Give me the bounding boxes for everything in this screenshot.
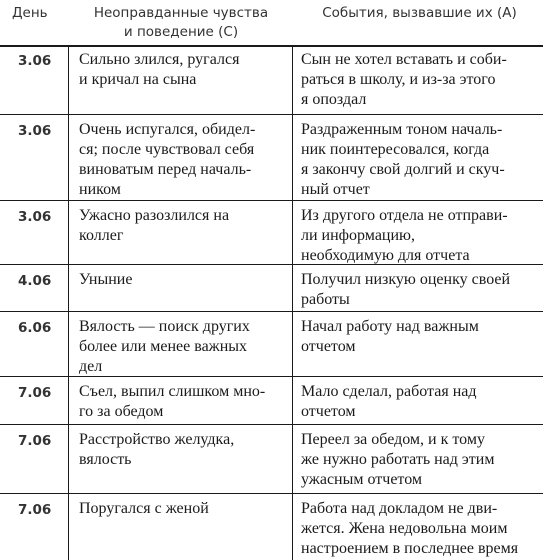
table-row — [0, 115, 543, 201]
table-row — [0, 312, 543, 377]
row-day: 3.06 — [18, 53, 52, 69]
row-events: Начал работу над важным отчетом — [301, 318, 479, 355]
row-events: Раздраженным тоном началь- ник поинтересовался, когда я закончу свой долгий и скуч- ный отчет — [301, 121, 505, 198]
row-events: Работа над докладом не дви- жется. Жена недовольна моим настроением в последнее время — [301, 500, 519, 557]
header-day: День — [12, 5, 48, 21]
row-day: 4.06 — [18, 273, 52, 289]
header-events: События, вызвавшие их (A) — [322, 5, 517, 21]
row-day: 3.06 — [18, 209, 52, 225]
table-row — [0, 494, 543, 560]
row-day: 3.06 — [18, 123, 52, 139]
row-events: Переел за обедом, и к тому же нужно работать над этим ужасным отчетом — [301, 431, 495, 488]
row-events: Получил низкую оценку своей работы — [301, 271, 511, 308]
row-feelings: Вялость — поиск других более или менее важных дел — [79, 318, 250, 375]
row-day: 7.06 — [18, 502, 52, 518]
row-day: 6.06 — [18, 320, 52, 336]
row-feelings: Поругался с женой — [79, 500, 209, 517]
table-row — [0, 265, 543, 312]
row-feelings: Расстройство желудка, вялость — [79, 431, 235, 468]
row-feelings: Уныние — [79, 271, 133, 288]
row-feelings: Сильно злился, ругался и кричал на сына — [79, 51, 240, 88]
row-day: 7.06 — [18, 385, 52, 401]
row-events: Сын не хотел вставать и соби- раться в школу, и из-за этого я опоздал — [301, 51, 507, 108]
table-header — [0, 0, 543, 47]
row-events: Из другого отдела не отправи- ли информацию, необходимую для отчета — [301, 207, 508, 264]
row-feelings: Очень испугался, обидел- ся; после чувствовал себя виноватым перед началь- ником — [79, 121, 256, 198]
table-row — [0, 425, 543, 494]
header-feelings: Неоправданные чувства и поведение (C) — [93, 5, 269, 40]
table-row — [0, 201, 543, 265]
column-divider — [292, 45, 293, 560]
row-events: Мало сделал, работая над отчетом — [301, 383, 477, 420]
row-feelings: Съел, выпил слишком мно- го за обедом — [79, 383, 266, 420]
table-row — [0, 45, 543, 115]
row-feelings: Ужасно разозлился на коллег — [79, 207, 230, 244]
column-divider — [68, 45, 69, 560]
row-day: 7.06 — [18, 433, 52, 449]
table-row — [0, 377, 543, 425]
